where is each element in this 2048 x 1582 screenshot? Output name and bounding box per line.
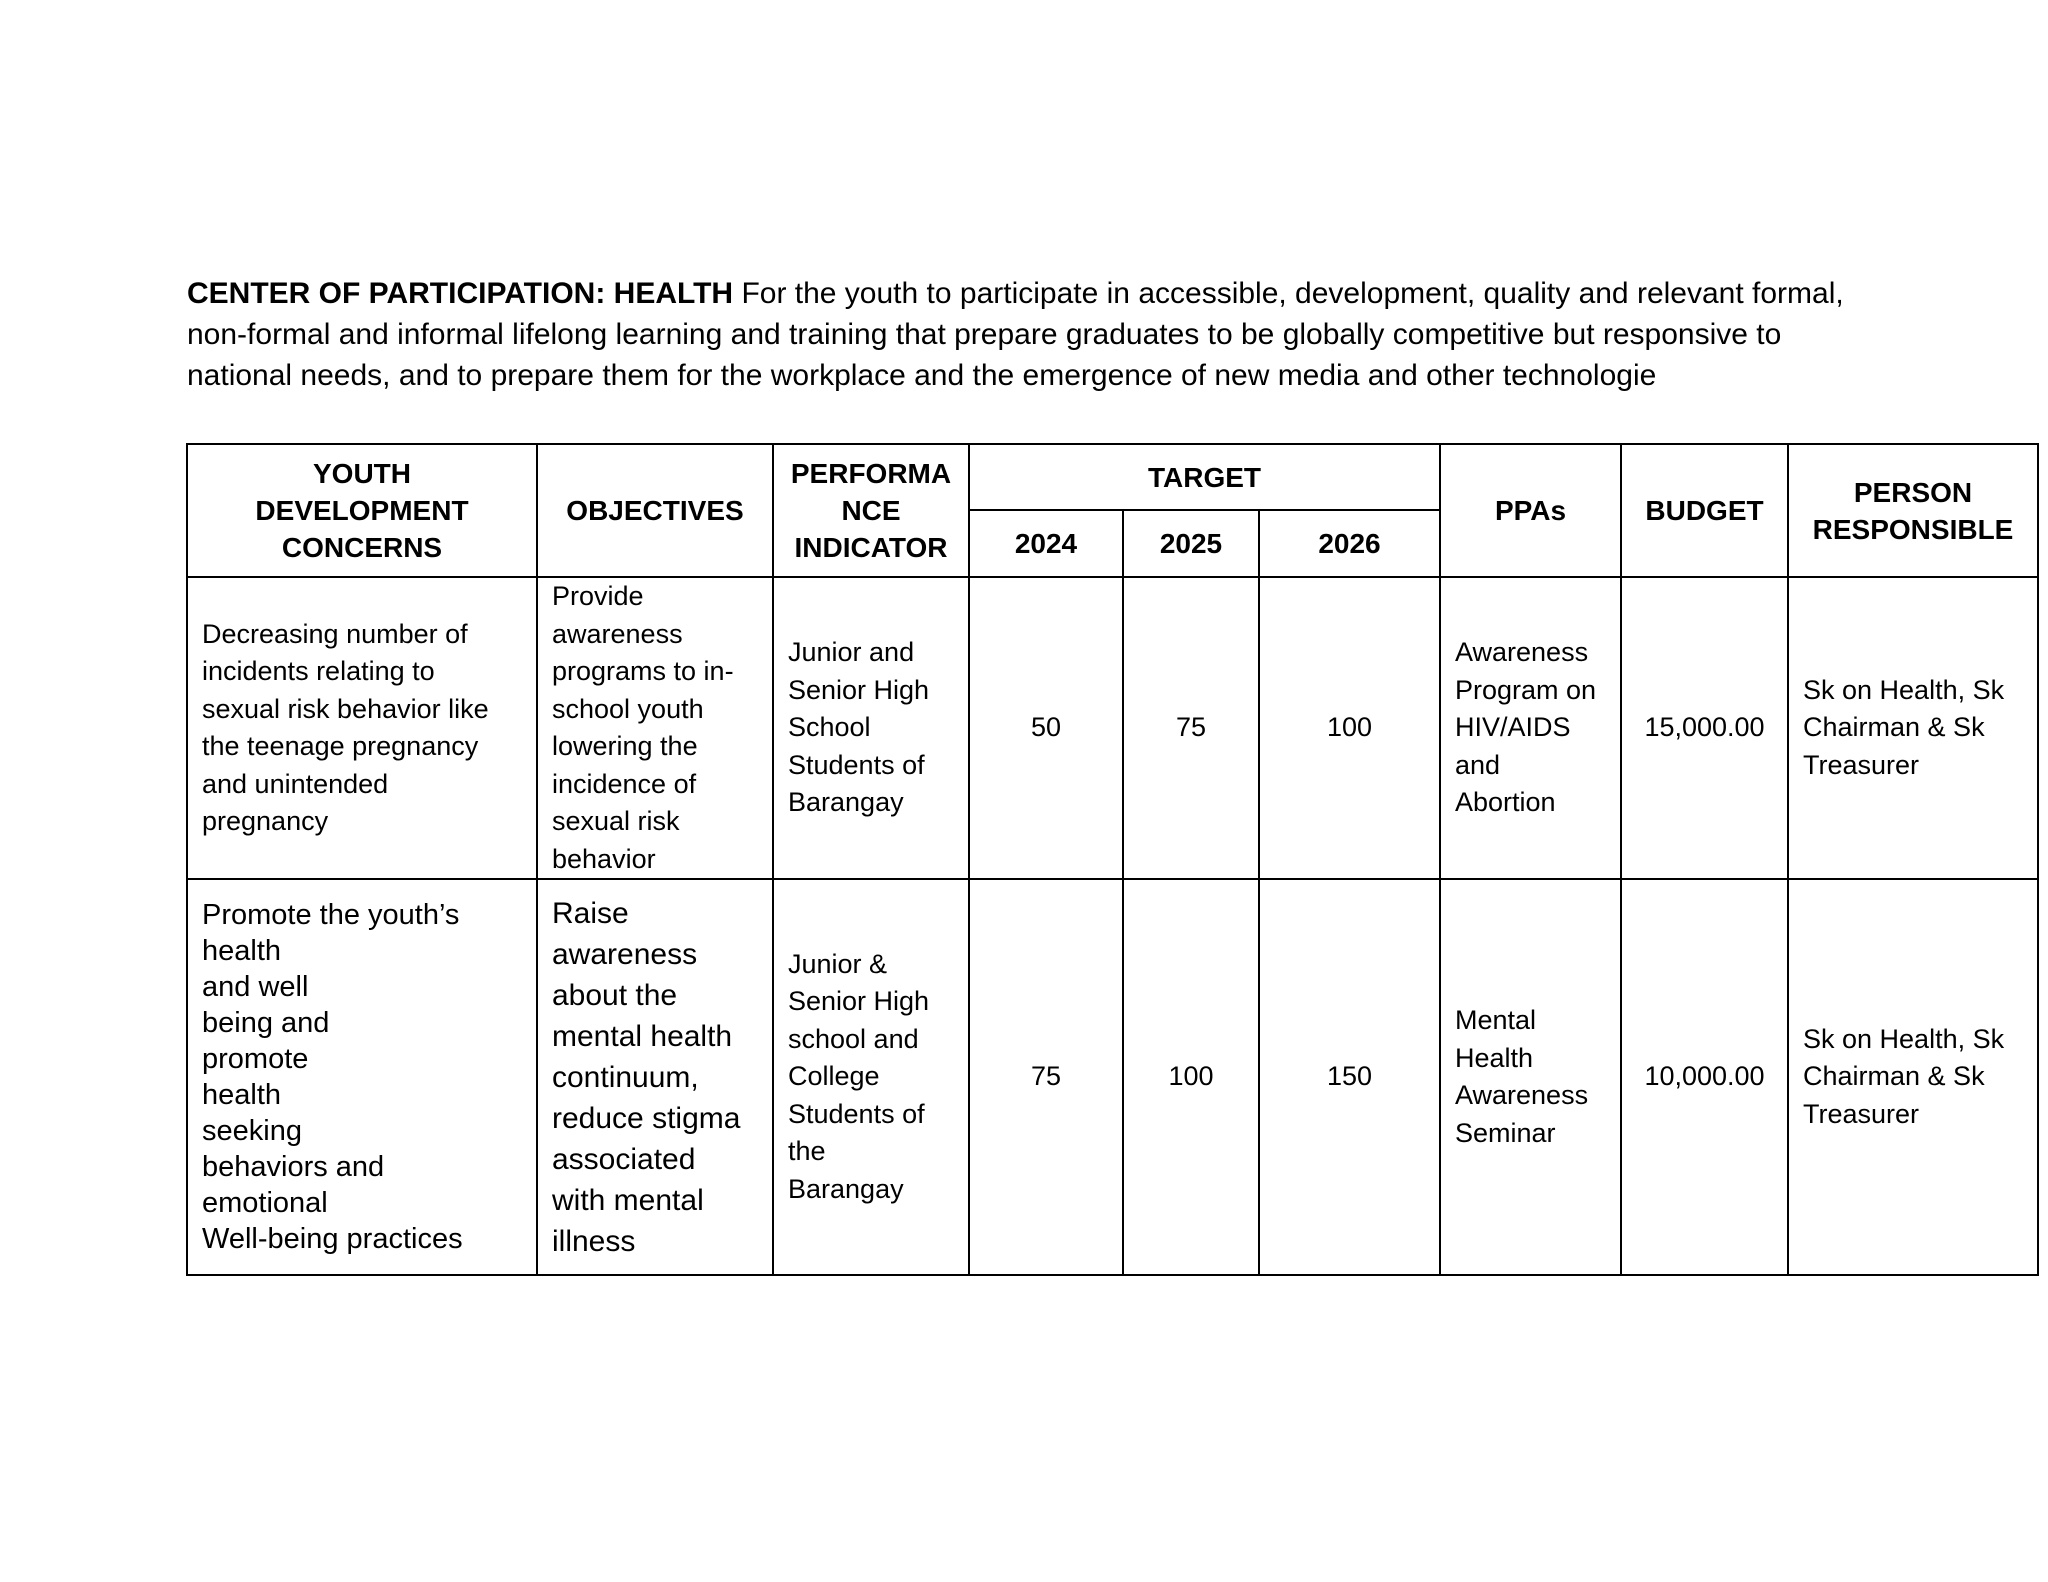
- header-concerns: YOUTH DEVELOPMENT CONCERNS: [187, 444, 537, 577]
- section-description: For the youth to participate in accessible, development, quality and relevant formal, non-formal and informal lifelong learning and training that prepare graduates to be globally competitive but responsive to national needs, and to prepare them for the workplace and the emergence of new media and other technologie: [187, 277, 1844, 392]
- ppa-cell: Awareness Program on HIV/AIDS and Abortion: [1440, 577, 1621, 879]
- header-year-2026: 2026: [1259, 510, 1440, 577]
- header-year-2024: 2024: [969, 510, 1123, 577]
- indicator-cell: Junior & Senior High school and College Students of the Barangay: [773, 879, 969, 1275]
- budget-cell: 15,000.00: [1621, 577, 1788, 879]
- header-person: PERSON RESPONSIBLE: [1788, 444, 2038, 577]
- header-ppas: PPAs: [1440, 444, 1621, 577]
- ppa-cell: Mental Health Awareness Seminar: [1440, 879, 1621, 1275]
- budget-cell: 10,000.00: [1621, 879, 1788, 1275]
- header-year-2025: 2025: [1123, 510, 1259, 577]
- objective-cell: Raise awareness about the mental health continuum, reduce stigma associated with mental illness: [537, 879, 773, 1275]
- indicator-cell: Junior and Senior High School Students of Barangay: [773, 577, 969, 879]
- concern-cell: Promote the youth’s health and well being and promote health seeking behaviors and emotional Well-being practices: [187, 879, 537, 1275]
- header-target: TARGET: [969, 444, 1440, 510]
- header-row-top: [187, 444, 2038, 510]
- target-2024-cell: 50: [969, 577, 1123, 879]
- person-cell: Sk on Health, Sk Chairman & Sk Treasurer: [1788, 577, 2038, 879]
- youth-development-plan-table: [186, 443, 2039, 1276]
- target-2025-cell: 75: [1123, 577, 1259, 879]
- target-2025-cell: 100: [1123, 879, 1259, 1275]
- target-2026-cell: 150: [1259, 879, 1440, 1275]
- target-2026-cell: 100: [1259, 577, 1440, 879]
- person-cell: Sk on Health, Sk Chairman & Sk Treasurer: [1788, 879, 2038, 1275]
- concern-cell: Decreasing number of incidents relating to sexual risk behavior like the teenage pregnancy and unintended pregnancy: [187, 577, 537, 879]
- objective-cell: Provide awareness programs to in- school youth lowering the incidence of sexual risk behavior: [537, 577, 773, 879]
- section-intro: [187, 273, 1887, 396]
- header-objectives: OBJECTIVES: [537, 444, 773, 577]
- header-budget: BUDGET: [1621, 444, 1788, 577]
- section-heading: CENTER OF PARTICIPATION: HEALTH: [187, 277, 734, 310]
- target-2024-cell: 75: [969, 879, 1123, 1275]
- table-row: [187, 577, 2038, 879]
- table-row: [187, 879, 2038, 1275]
- header-indicator: PERFORMA NCE INDICATOR: [773, 444, 969, 577]
